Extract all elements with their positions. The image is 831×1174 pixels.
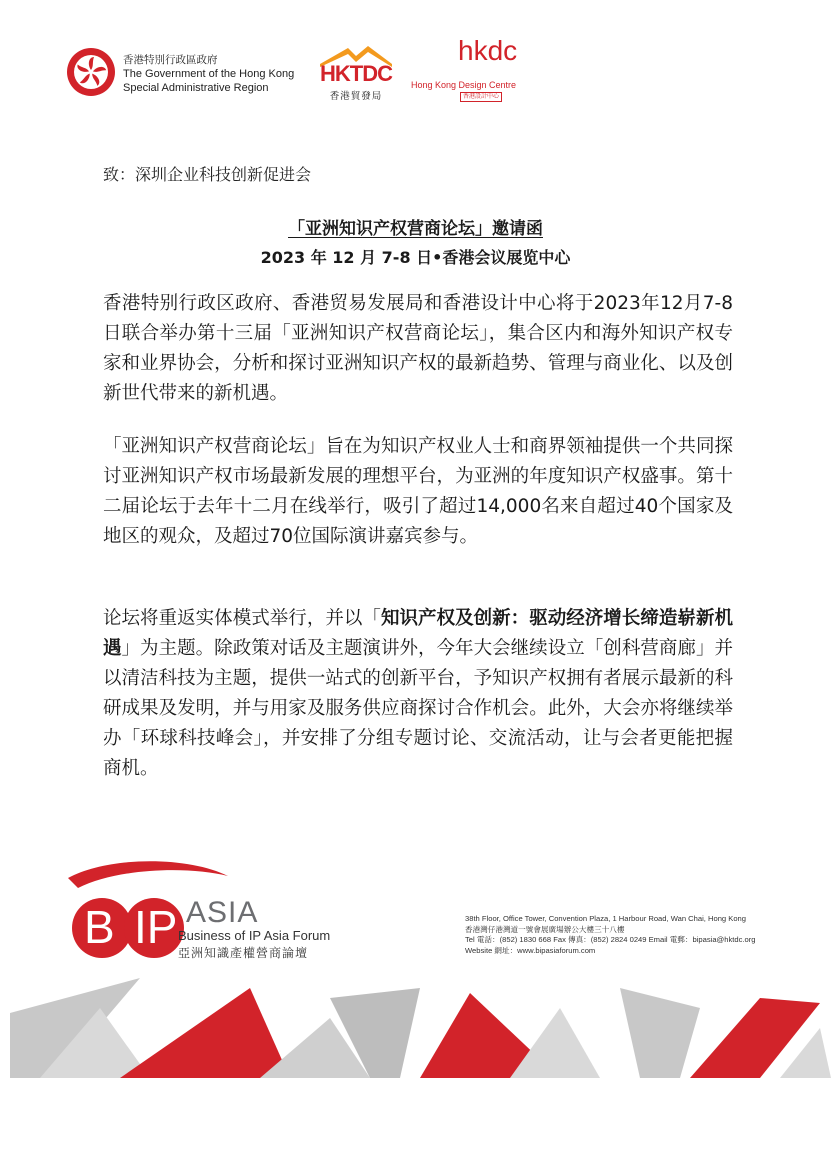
hksar-government-name — [123, 53, 294, 95]
addressee: 致：深圳企业科技创新促进会 — [103, 165, 312, 184]
hkdc-name-en: Hong Kong Design Centre — [411, 80, 517, 90]
svg-text:B: B — [84, 901, 115, 953]
hktdc-wordmark: HKTDC — [320, 61, 392, 86]
letter-title-text: 「亚洲知识产权营商论坛」邀请函 — [288, 219, 543, 239]
paragraph-3-part-b: 」为主题。除政策对话及主题演讲外，今年大会继续设立「创科营商廊」并以清洁科技为主题，提供一站式的创新平台，予知识产权拥有者展示最新的科研成果及发明，并与用家及服务供应商探讨合作机会。此外，大会亦将继续举办「环球科技峰会」，并安排了分组专题讨论、交流活动，让与会者更能把握商机。 — [103, 638, 733, 779]
address-zh: 香港灣仔港灣道一號會展廣場辦公大樓三十八樓 — [465, 924, 625, 934]
website: Website 網址：www.bipasiaforum.com — [465, 945, 596, 955]
letter-title — [0, 214, 831, 239]
svg-text:IP: IP — [134, 901, 178, 953]
gov-name-en-line1: The Government of the Hong Kong — [123, 68, 295, 80]
gov-name-en-line2: Special Administrative Region — [123, 82, 269, 94]
paragraph-2: 「亚洲知识产权营商论坛」旨在为知识产权业人士和商界领袖提供一个共同探讨亚洲知识产权市场最新发展的理想平台，为亚洲的年度知识产权盛事。第十二届论坛于去年十二月在线举行，吸引了超过14,000名来自超过40个国家及地区的观众，及超过70位国际演讲嘉宾参与。 — [103, 436, 733, 547]
tel-fax-email: Tel 電話：(852) 1830 668 Fax 傳真：(852) 2824 0249 Email 電郵：bipasia@hktdc.org — [465, 935, 756, 944]
contact-block — [465, 914, 756, 956]
letter-subtitle: 2023 年 12 月 7-8 日•香港会议展览中心 — [260, 248, 571, 267]
forum-theme: 知识产权及创新：驱动经济增长缔造崭新机遇 — [103, 608, 733, 659]
hkdc-name-zh: 香港設計中心 — [460, 92, 502, 102]
gov-name-zh: 香港特別行政區政府 — [123, 54, 218, 66]
hksar-emblem-icon — [66, 47, 116, 97]
paragraph-3-part-a: 论坛将重返实体模式举行，并以「 — [103, 608, 381, 629]
paragraph-3 — [103, 604, 733, 784]
bip-name-en: Business of IP Asia Forum — [178, 928, 331, 943]
bip-asia-word: ASIA — [186, 896, 259, 929]
paragraph-1: 香港特别行政区政府、香港贸易发展局和香港设计中心将于2023年12月7-8日联合举办第十三届「亚洲知识产权营商论坛」，集合区内和海外知识产权专家和业界协会，分析和探讨亚洲知识产权的最新趋势、管理与商业化、以及创新世代带来的新机遇。 — [103, 293, 733, 404]
address-en: 38th Floor, Office Tower, Convention Plaza, 1 Harbour Road, Wan Chai, Hong Kong — [465, 914, 746, 923]
decorative-pattern — [0, 978, 831, 1088]
hkdc-wordmark: hkdc — [458, 35, 518, 66]
bip-name-zh: 亞洲知識產權營商論壇 — [178, 946, 309, 960]
hktdc-name-zh: 香港貿發局 — [329, 91, 383, 102]
